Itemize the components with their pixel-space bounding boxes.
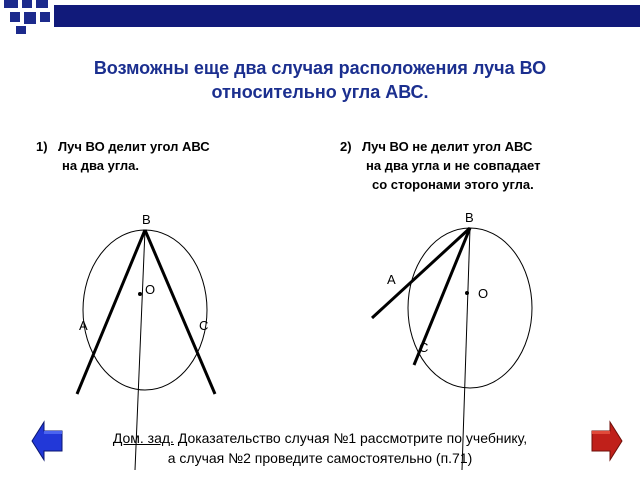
figure-2-circle [408,228,532,388]
prev-slide-button[interactable] [30,420,64,462]
figure-1-label-o: О [145,282,156,297]
case-1-line-1: Луч ВО делит угол АВС [58,139,210,154]
arrow-left-icon [30,420,64,462]
figure-2-label-c: С [419,340,429,355]
figure-2-label-a: А [387,272,396,287]
homework-line-2: а случая №2 проведите самостоятельно (п.71) [167,450,473,466]
case-1-number: 1) [36,139,48,154]
figure-1-ray-bc [145,230,215,394]
case-2-number: 2) [340,139,352,154]
title-line-2: относительно угла АВС. [211,82,429,102]
next-slide-button[interactable] [590,420,624,462]
figure-1-circle [83,230,207,390]
figure-2-label-b: В [465,210,474,225]
figure-2-point-o [465,291,469,295]
figure-1-ray-ba [77,230,145,394]
figure-2-label-o: О [478,286,489,301]
case-2-line-3: со сторонами этого угла. [372,177,534,192]
figure-1-label-a: А [79,318,88,333]
figure-1-label-b: В [142,212,151,227]
case-2-line-1: Луч ВО не делит угол АВС [362,139,533,154]
title-line-1: Возможны еще два случая расположения луча ВО [93,58,547,78]
homework-label: Дом. зад. [112,430,174,446]
case-2-line-2: на два угла и не совпадает [366,158,541,173]
case-1-line-2: на два угла. [62,158,140,173]
figure-1-label-c: С [199,318,209,333]
arrow-right-icon [590,420,624,462]
figure-1-point-o [138,292,142,296]
homework-line-1: Доказательство случая №1 рассмотрите по учебнику, [177,430,528,446]
homework-text [60,428,580,468]
